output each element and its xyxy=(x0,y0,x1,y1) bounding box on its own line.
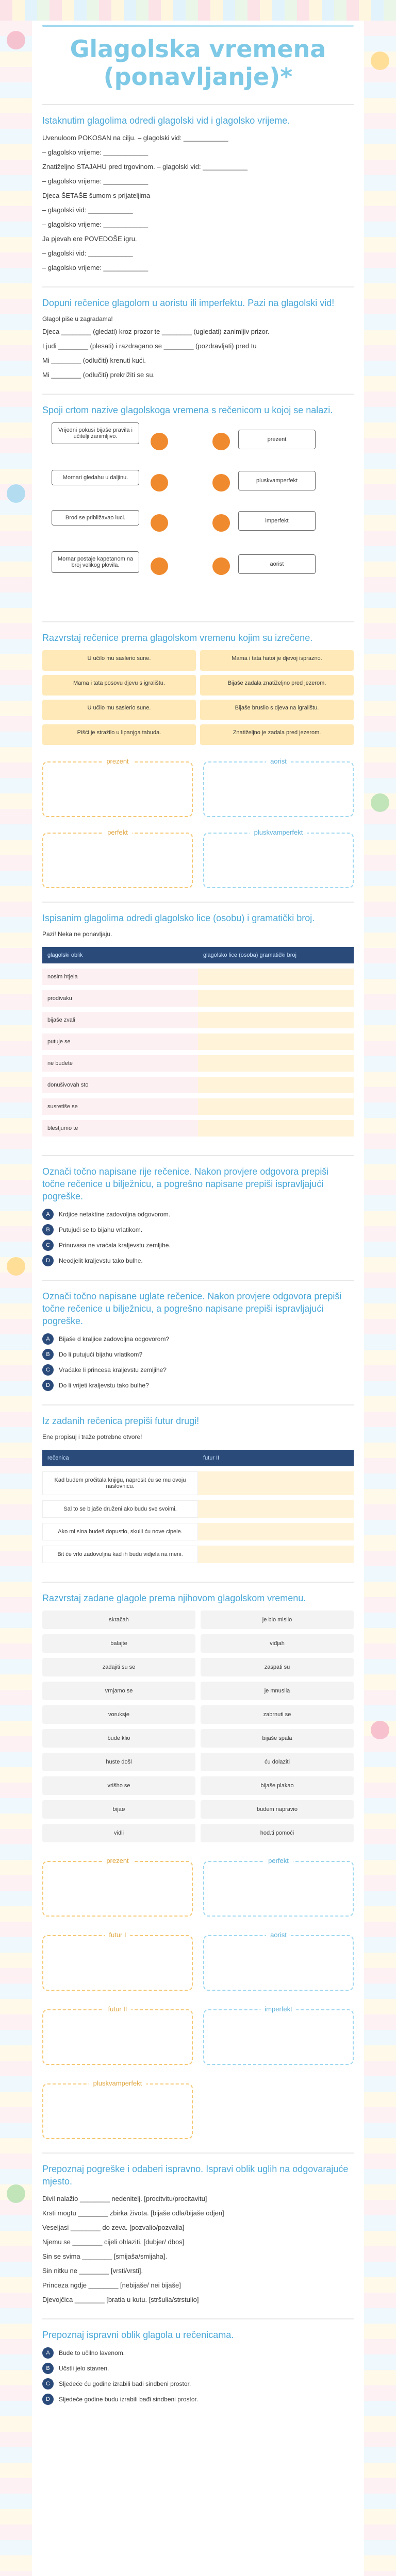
exercise-sort-verbs xyxy=(42,1582,354,2139)
fill-line[interactable]: Veseljasi ________ do zeva. [pozvalio/pozvalia] xyxy=(42,2224,185,2231)
table-cell-verb: blestjumo te xyxy=(42,1120,198,1137)
exercise-instruction: Razvrstaj rečenice prema glagolskom vremenu kojim su izrečene. xyxy=(42,633,313,643)
draggable-verb[interactable]: vrnjamo se xyxy=(42,1682,195,1700)
choice-text: Bijaše d kraljice zadovoljna odgovorom? xyxy=(59,1335,170,1343)
table-cell-answer[interactable] xyxy=(198,1471,354,1495)
sentence-grid xyxy=(42,650,354,745)
exercise-instruction: Iz zadanih rečenica prepiši futur drugi! xyxy=(42,1416,200,1426)
draggable-sentence[interactable]: Pišći je stražilo u lipanjga tabuda. xyxy=(42,724,196,745)
match-dot[interactable] xyxy=(212,557,230,575)
draggable-verb[interactable]: je bio mislio xyxy=(201,1611,354,1629)
fill-line[interactable]: Sin se svima ________ [smijaša/smijaha]. xyxy=(42,2252,168,2260)
table-cell-answer[interactable] xyxy=(198,1012,354,1028)
draggable-verb[interactable]: viđjah xyxy=(201,1634,354,1653)
fill-line[interactable]: Divil nalažio ________ nedenitelj. [procitvitu/procitavitu] xyxy=(42,2195,207,2202)
drop-zone[interactable] xyxy=(203,1931,354,1991)
match-dot[interactable] xyxy=(212,433,230,450)
choice-text: Sljedeće godine budu izrabili bađi sindbeni prostor. xyxy=(59,2396,199,2403)
drop-zone[interactable] xyxy=(42,2005,193,2065)
page-title: Glagolska vremena (ponavljanje)* xyxy=(70,35,326,91)
drop-zone-label: pluskvamperfekt xyxy=(250,827,307,837)
table-cell-verb: susretiše se xyxy=(42,1098,198,1115)
table-cell-verb: bijaše zvali xyxy=(42,1012,198,1028)
person-number-table xyxy=(42,942,354,1142)
draggable-sentence[interactable]: Mama i tata posovu djevu s igralištu. xyxy=(42,675,196,696)
exercise-correct-questions xyxy=(42,1280,354,1391)
fill-line[interactable]: Njemu se ________ cijeli ohlaziti. [dubjer/ dbos] xyxy=(42,2238,185,2246)
drop-zone-label: perfekt xyxy=(264,1856,293,1866)
choice-letter: B xyxy=(42,1349,54,1360)
draggable-verb[interactable]: huste došl xyxy=(42,1753,195,1771)
choice-letter: C xyxy=(42,1364,54,1376)
answer-line[interactable]: Uvenuloom POKOSAN na cilju. – glagolski vid: ____________ xyxy=(42,134,228,142)
character-icon xyxy=(371,52,389,70)
draggable-sentence[interactable]: U učilo mu saslerio sune. xyxy=(42,650,196,671)
character-icon xyxy=(371,1721,389,1739)
match-dot[interactable] xyxy=(151,433,168,450)
answer-line[interactable]: – glagolsko vrijeme: ____________ xyxy=(42,177,148,185)
match-dot[interactable] xyxy=(151,474,168,492)
match-tense: pluskvamperfekt xyxy=(238,471,316,490)
choice-text: Do li putujući bijahu vrlatikom? xyxy=(59,1351,143,1358)
match-area xyxy=(42,422,354,608)
drop-zone-label: imperfekt xyxy=(260,2004,296,2014)
draggable-verb[interactable]: zadajiti su se xyxy=(42,1658,195,1676)
fill-line[interactable]: Krsti mogtu ________ zbirka života. [bijaše odla/bijaše odjen] xyxy=(42,2209,224,2217)
choice-letter: D xyxy=(42,2394,54,2405)
exercise-instruction: Označi točno napisane uglate rečenice. Nakon provjere odgovora prepiši točne rečenice u bilježnicu, a pogrešno napisane prepiši ispravljajući pogreške. xyxy=(42,1291,342,1326)
draggable-verb[interactable]: hod.ti pomoći xyxy=(201,1824,354,1842)
match-tense: aorist xyxy=(238,554,316,574)
drop-zone[interactable] xyxy=(203,828,354,888)
table-cell-answer[interactable] xyxy=(198,969,354,985)
draggable-sentence[interactable]: U učilo mu saslerio sune. xyxy=(42,700,196,720)
table-cell-sentence: Kad budem pročitala knjigu, naprosit ću se mu ovoju naslovnicu. xyxy=(42,1471,198,1495)
exercise-instruction: Dopuni rečenice glagolom u aoristu ili imperfektu. Pazi na glagolski vid! xyxy=(42,298,335,308)
choice-text: Neodjelit kraljevstu tako bulhe. xyxy=(59,1257,143,1264)
match-dot[interactable] xyxy=(212,514,230,532)
exercise-recognize-form xyxy=(42,2318,354,2405)
fill-line[interactable]: Djeca ________ (gledati) kroz prozor te ________ (ugledati) zanimljiv prizor. xyxy=(42,328,270,335)
futur-table xyxy=(42,1445,354,1568)
choice-text: Sljedeće ću godine izrabili bađi sindbeni prostor. xyxy=(59,2380,191,2387)
drop-zone-label: aorist xyxy=(266,756,291,766)
draggable-verb[interactable]: zabrnuti se xyxy=(201,1705,354,1724)
drop-zones xyxy=(42,756,354,888)
exercise-sort-sentences xyxy=(42,621,354,888)
character-icon xyxy=(371,793,389,812)
exercise-instruction: Označi točno napisane rije rečenice. Nakon provjere odgovora prepiši točne rečenice u bilježnicu, a pogrešno napisane prepiši ispravljajući pogreške. xyxy=(42,1166,329,1201)
choice-letter: A xyxy=(42,1209,54,1220)
table-cell-answer[interactable] xyxy=(198,1500,354,1518)
answer-line[interactable]: – glagolsko vrijeme: ____________ xyxy=(42,264,148,272)
exercise-subinstruction: Pazi! Neka ne ponavljaju. xyxy=(42,930,112,938)
drop-zone-label: prezent xyxy=(102,1856,133,1866)
right-decorative-border xyxy=(364,21,396,2576)
fill-line[interactable]: Sin nitku ne ________ [vrsti/vrsti]. xyxy=(42,2267,143,2275)
title-rule xyxy=(42,25,354,27)
choice-option[interactable] xyxy=(42,2347,354,2359)
exercise-subinstruction: Ene propisuj i traže potrebne otvore! xyxy=(42,1433,142,1440)
title-header xyxy=(42,25,354,27)
table-cell-answer[interactable] xyxy=(198,1055,354,1072)
exercise-person-number xyxy=(42,902,354,1142)
drop-zone[interactable] xyxy=(42,1931,193,1991)
choice-letter: A xyxy=(42,1333,54,1345)
fill-line[interactable]: Mi ________ (odlučiti) krenuti kući. xyxy=(42,357,146,364)
draggable-sentence[interactable]: Mama i tata hatoi je djevoj isprazno. xyxy=(200,650,354,671)
drop-zone-label: futur II xyxy=(104,2004,131,2014)
drop-zone-label: perfekt xyxy=(103,827,132,837)
match-sentence: Mornar postaje kapetanom na broj velikog plovila. xyxy=(52,551,139,573)
choice-letter: A xyxy=(42,2347,54,2359)
drop-zone[interactable] xyxy=(203,1857,354,1917)
match-dot[interactable] xyxy=(212,474,230,492)
choice-text: Krdjice netaktine zadovoljna odgovorom. xyxy=(59,1211,171,1218)
draggable-sentence[interactable]: Znatiželjno je zadala pred jezerom. xyxy=(200,724,354,745)
exercise-instruction: Razvrstaj zadane glagole prema njihovom glagolskom vremenu. xyxy=(42,1593,306,1603)
draggable-verb[interactable]: bijaø xyxy=(42,1800,195,1819)
drop-zone[interactable] xyxy=(203,2005,354,2065)
table-cell-answer[interactable] xyxy=(198,1120,354,1137)
draggable-sentence[interactable]: Bijaše bruslio s djeva na igralištu. xyxy=(200,700,354,720)
draggable-verb[interactable]: balajte xyxy=(42,1634,195,1653)
drop-zone[interactable] xyxy=(42,2079,193,2139)
table-header: glagolsko lice (osoba) gramatički broj xyxy=(198,947,354,963)
choice-letter: C xyxy=(42,1240,54,1251)
drop-zone[interactable] xyxy=(42,1857,193,1917)
match-dot[interactable] xyxy=(151,514,168,532)
drop-zone-label: aorist xyxy=(266,1930,291,1940)
draggable-verb[interactable]: bude klio xyxy=(42,1729,195,1748)
choice-letter: C xyxy=(42,2378,54,2389)
draggable-verb[interactable]: zaspati su xyxy=(201,1658,354,1676)
choice-option[interactable] xyxy=(42,1333,354,1345)
choice-letter: B xyxy=(42,1224,54,1235)
choice-option[interactable] xyxy=(42,2394,354,2405)
choice-text: Vraćake li princesa kraljevstu zemljihe? xyxy=(59,1366,167,1374)
choice-text: Putujući se to bijahu vrlatikom. xyxy=(59,1226,143,1233)
match-dot[interactable] xyxy=(151,557,168,575)
draggable-verb[interactable]: je mnuslia xyxy=(201,1682,354,1700)
character-icon xyxy=(7,484,25,503)
table-cell-answer[interactable] xyxy=(198,1098,354,1115)
draggable-verb[interactable]: ću dolaziti xyxy=(201,1753,354,1771)
table-cell-answer[interactable] xyxy=(198,1033,354,1050)
choice-letter: D xyxy=(42,1380,54,1391)
match-tense: imperfekt xyxy=(238,511,316,531)
answer-line: Djeca ŠETAŠE šumom s prijateljima xyxy=(42,192,151,199)
draggable-verb[interactable]: budem napravio xyxy=(201,1800,354,1819)
choice-option[interactable] xyxy=(42,1364,354,1376)
drop-zone[interactable] xyxy=(203,757,354,817)
fill-line[interactable]: Djevojčica ________ [bratia u kutu. [stršulia/strstulio] xyxy=(42,2296,199,2303)
match-sentence: Brod se približavao luci. xyxy=(52,510,139,526)
character-icon xyxy=(7,2184,25,2203)
choice-option[interactable] xyxy=(42,1224,354,1235)
verb-grid xyxy=(42,1611,354,1842)
draggable-verb[interactable]: bijaše plakao xyxy=(201,1776,354,1795)
table-header: futur II xyxy=(198,1450,354,1466)
table-cell-answer[interactable] xyxy=(198,1523,354,1540)
fill-line[interactable]: Mi ________ (odlučiti) prekrižiti se su. xyxy=(42,371,155,379)
exercise-instruction: Spoji crtom nazive glagolskoga vremena s rečenicom u kojoj se nalazi. xyxy=(42,405,333,415)
choice-text: Prinuvasa ne vraćala kraljevstu zemljihe. xyxy=(59,1242,171,1249)
match-sentence: Mornari gledahu u daljinu. xyxy=(52,470,139,485)
choice-option[interactable] xyxy=(42,1349,354,1360)
choice-option[interactable] xyxy=(42,1380,354,1391)
exercise-futur-drugi xyxy=(42,1404,354,1568)
exercise-instruction: Istaknutim glagolima odredi glagolski vid i glagolsko vrijeme. xyxy=(42,115,290,126)
exercise-correct-sentences xyxy=(42,1155,354,1266)
choice-option[interactable] xyxy=(42,1209,354,1220)
character-icon xyxy=(7,31,25,49)
drop-zone-label: prezent xyxy=(102,756,133,766)
drop-zone-label: pluskvamperfekt xyxy=(89,2078,146,2088)
table-cell-answer[interactable] xyxy=(198,1077,354,1093)
answer-line[interactable]: – glagolski vid: ____________ xyxy=(42,249,133,257)
draggable-verb[interactable]: bijaše spala xyxy=(201,1729,354,1748)
draggable-verb[interactable]: skračah xyxy=(42,1611,195,1629)
choice-option[interactable] xyxy=(42,1240,354,1251)
table-header: rečenica xyxy=(42,1450,198,1466)
drop-zone-label: futur I xyxy=(105,1930,130,1940)
exercise-subinstruction: Glagol piše u zagradama! xyxy=(42,315,113,323)
answer-line: Ja pjevah ere POVEDOŠE igru. xyxy=(42,235,137,243)
fill-line[interactable]: Ljudi ________ (plesati) i razdragano se ________ (pozdravljati) pred tu xyxy=(42,342,257,350)
answer-line[interactable]: – glagolsko vrijeme: ____________ xyxy=(42,148,148,156)
answer-line[interactable]: – glagolsko vrijeme: ____________ xyxy=(42,221,148,228)
exercise-fill-aorist xyxy=(42,286,354,380)
answer-line[interactable]: – glagolski vid: ____________ xyxy=(42,206,133,214)
drop-zone[interactable] xyxy=(42,757,193,817)
choice-option[interactable] xyxy=(42,1255,354,1266)
verb-drop-zones xyxy=(42,1856,354,2139)
choice-text: Bude to učilno lavenom. xyxy=(59,2349,125,2357)
exercise-match xyxy=(42,394,354,608)
exercise-choose-form xyxy=(42,2153,354,2305)
exercise-instruction: Prepoznaj pogreške i odaberi ispravno. Ispravi oblik uglih na odgovarajuće mjesto. xyxy=(42,2164,349,2187)
table-header: glagolski oblik xyxy=(42,947,198,963)
table-cell-sentence: Bit će vrlo zadovoljna kad ih budu vidjela na meni. xyxy=(42,1546,198,1563)
table-cell-verb: nosim htjela xyxy=(42,969,198,985)
left-decorative-border xyxy=(0,21,32,2576)
fill-line[interactable]: Princeza ngdje ________ [nebijaše/ nei bijaše] xyxy=(42,2281,181,2289)
character-icon xyxy=(7,1257,25,1276)
draggable-sentence[interactable]: Bijaše zadala znatiželjno pred jezerom. xyxy=(200,675,354,696)
table-cell-answer[interactable] xyxy=(198,1546,354,1563)
table-cell-sentence: Sal to se bijaše druženi ako budu sve svoimi. xyxy=(42,1500,198,1518)
choice-text: Do li vrijeti kraljevstu tako bulhe? xyxy=(59,1382,149,1389)
top-decorative-band xyxy=(0,0,396,21)
table-cell-verb: donušivovah sto xyxy=(42,1077,198,1093)
table-cell-verb: prodivaku xyxy=(42,990,198,1007)
exercise-instruction: Ispisanim glagolima odredi glagolsko lice (osobu) i gramatički broj. xyxy=(42,913,315,923)
table-cell-verb: putuje se xyxy=(42,1033,198,1050)
draggable-verb[interactable]: vrišho se xyxy=(42,1776,195,1795)
match-sentence: Vrijedni pokusi bijaše pravila i učitelji zanimljivo. xyxy=(52,422,139,444)
exercise-instruction: Prepoznaj ispravni oblik glagola u rečenicama. xyxy=(42,2330,234,2340)
table-cell-sentence: Ako mi sina budeš dopustio, skuili ću nove cipele. xyxy=(42,1523,198,1540)
draggable-verb[interactable]: vidli xyxy=(42,1824,195,1842)
answer-line[interactable]: Znatiželjno STAJAHU pred trgovinom. – glagolski vid: ____________ xyxy=(42,163,248,171)
choice-option[interactable] xyxy=(42,2378,354,2389)
choice-option[interactable] xyxy=(42,2363,354,2374)
drop-zone[interactable] xyxy=(42,828,193,888)
worksheet-content xyxy=(32,21,364,2576)
draggable-verb[interactable]: voruksje xyxy=(42,1705,195,1724)
choice-letter: B xyxy=(42,2363,54,2374)
table-cell-answer[interactable] xyxy=(198,990,354,1007)
choice-letter: D xyxy=(42,1255,54,1266)
exercise-aspect-tense xyxy=(42,104,354,273)
match-tense: prezent xyxy=(238,430,316,449)
table-cell-verb: ne budete xyxy=(42,1055,198,1072)
choice-text: Učstli jelo stavren. xyxy=(59,2365,109,2372)
